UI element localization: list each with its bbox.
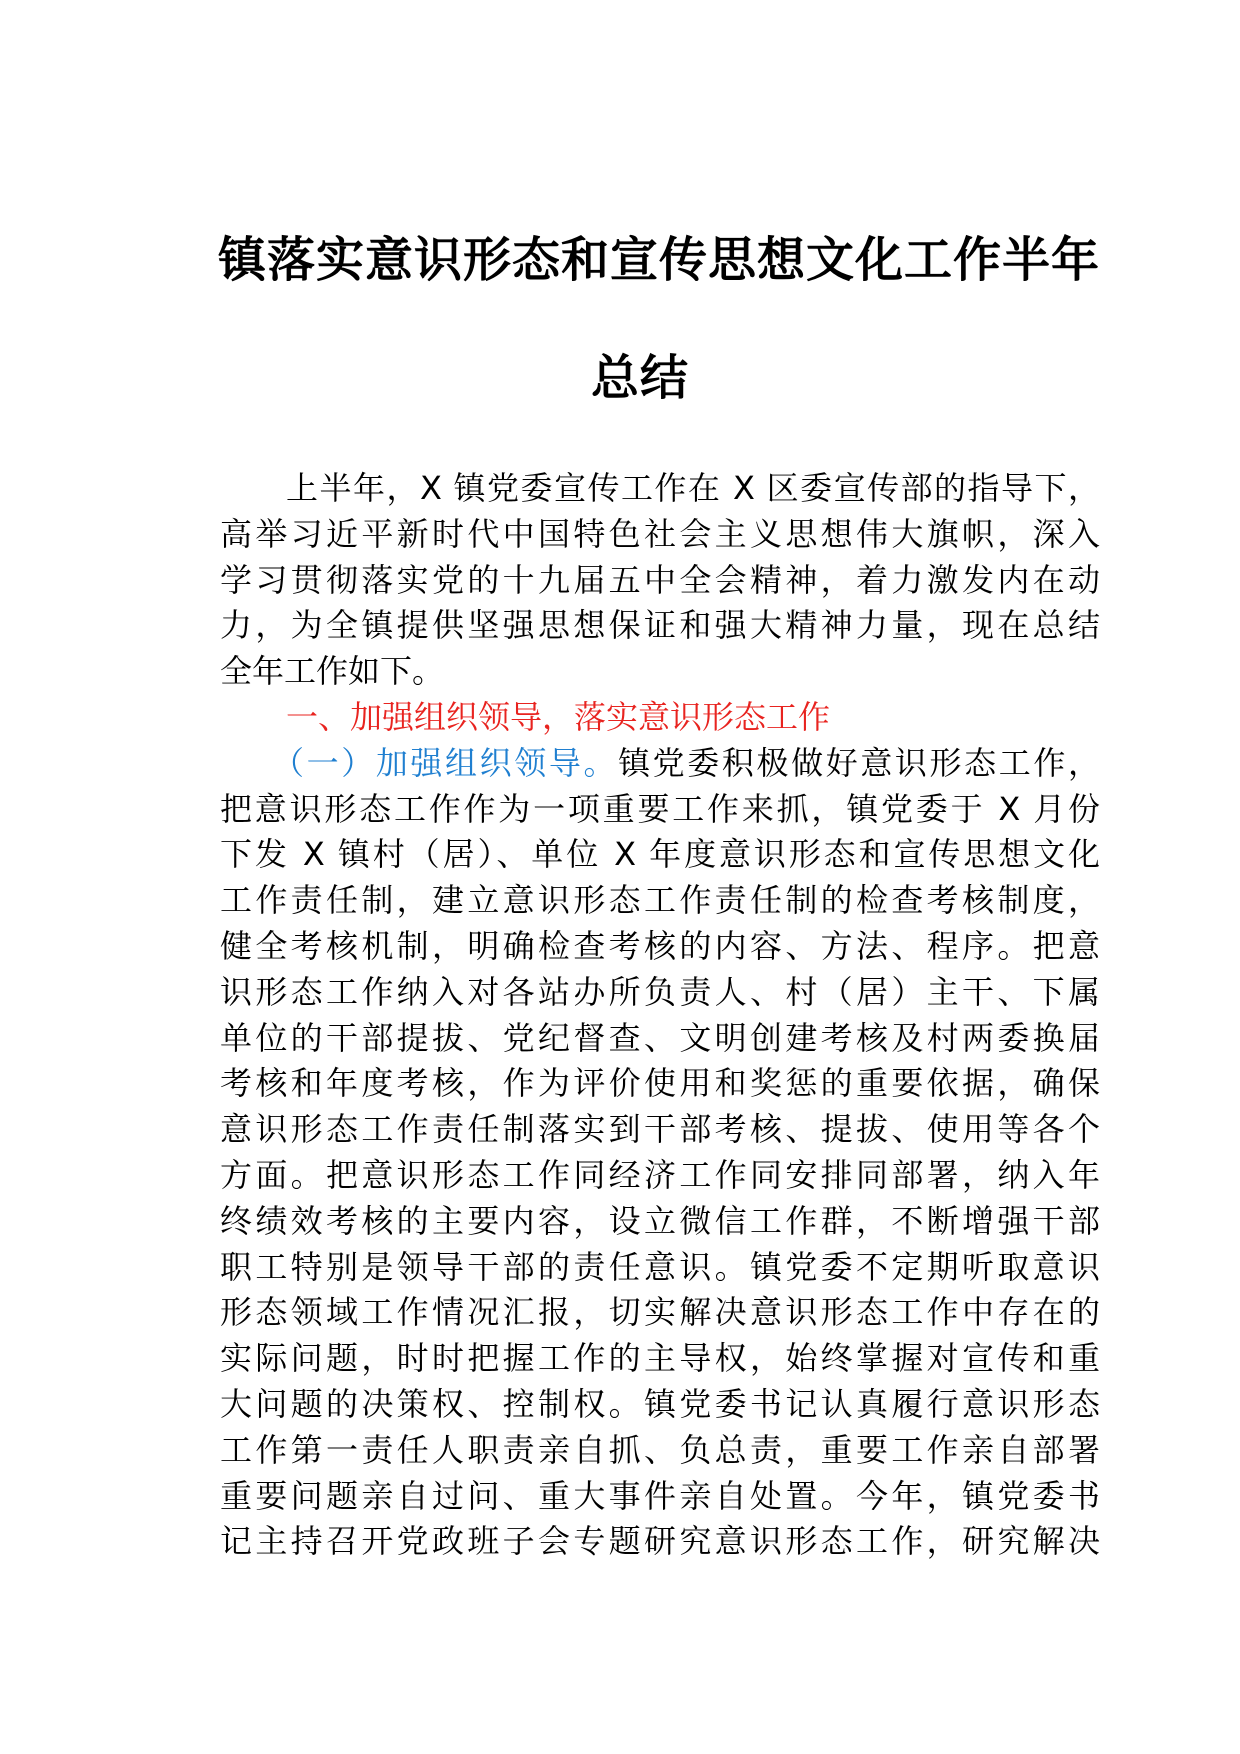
body-line: 工作责任制，建立意识形态工作责任制的检查考核制度，	[220, 881, 1100, 920]
section-heading: 一、加强组织领导，落实意识形态工作	[286, 697, 831, 736]
intro-line: 上半年，X 镇党委宣传工作在 X 区委宣传部的指导下，	[286, 469, 1100, 507]
document-body	[220, 466, 1100, 1565]
document-title-line-2: 总结	[590, 350, 689, 406]
subsection-heading: （一）加强组织领导。	[272, 743, 619, 782]
body-line: 形态领域工作情况汇报，切实解决意识形态工作中存在的	[220, 1293, 1100, 1332]
body-line: 意识形态工作责任制落实到干部考核、提拔、使用等各个	[220, 1110, 1100, 1149]
intro-line: 全年工作如下。	[220, 652, 445, 691]
intro-line: 力，为全镇提供坚强思想保证和强大精神力量，现在总结	[220, 606, 1100, 645]
body-line: 工作第一责任人职责亲自抓、负总责，重要工作亲自部署	[220, 1430, 1100, 1469]
body-line: 终绩效考核的主要内容，设立微信工作群，不断增强干部	[220, 1201, 1100, 1240]
subsection-first-line	[220, 741, 1100, 787]
document-title-line-1: 镇落实意识形态和宣传思想文化工作半年	[218, 232, 1101, 288]
body-line: 大问题的决策权、控制权。镇党委书记认真履行意识形态	[220, 1384, 1100, 1423]
body-line: 职工特别是领导干部的责任意识。镇党委不定期听取意识	[220, 1247, 1100, 1286]
body-line: 健全考核机制，明确检查考核的内容、方法、程序。把意	[220, 926, 1100, 965]
intro-line: 高举习近平新时代中国特色社会主义思想伟大旗帜，深入	[220, 514, 1100, 553]
body-line: 方面。把意识形态工作同经济工作同安排同部署，纳入年	[220, 1155, 1100, 1194]
body-line: 考核和年度考核，作为评价使用和奖惩的重要依据，确保	[220, 1064, 1100, 1103]
body-line: 实际问题，时时把握工作的主导权，始终掌握对宣传和重	[220, 1339, 1100, 1378]
subsection-first-line-text: 镇党委积极做好意识形态工作，	[618, 743, 1100, 782]
intro-line: 学习贯彻落实党的十九届五中全会精神，着力激发内在动	[220, 560, 1100, 599]
body-line: 单位的干部提拔、党纪督查、文明创建考核及村两委换届	[220, 1018, 1100, 1057]
body-line: 重要问题亲自过问、重大事件亲自处置。今年，镇党委书	[220, 1476, 1100, 1515]
body-line: 识形态工作纳入对各站办所负责人、村（居）主干、下属	[220, 972, 1100, 1011]
body-line: 记主持召开党政班子会专题研究意识形态工作，研究解决	[220, 1522, 1100, 1561]
body-line: 下发 X 镇村（居）、单位 X 年度意识形态和宣传思想文化	[220, 835, 1100, 874]
body-line: 把意识形态工作作为一项重要工作来抓，镇党委于 X 月份	[220, 789, 1100, 828]
